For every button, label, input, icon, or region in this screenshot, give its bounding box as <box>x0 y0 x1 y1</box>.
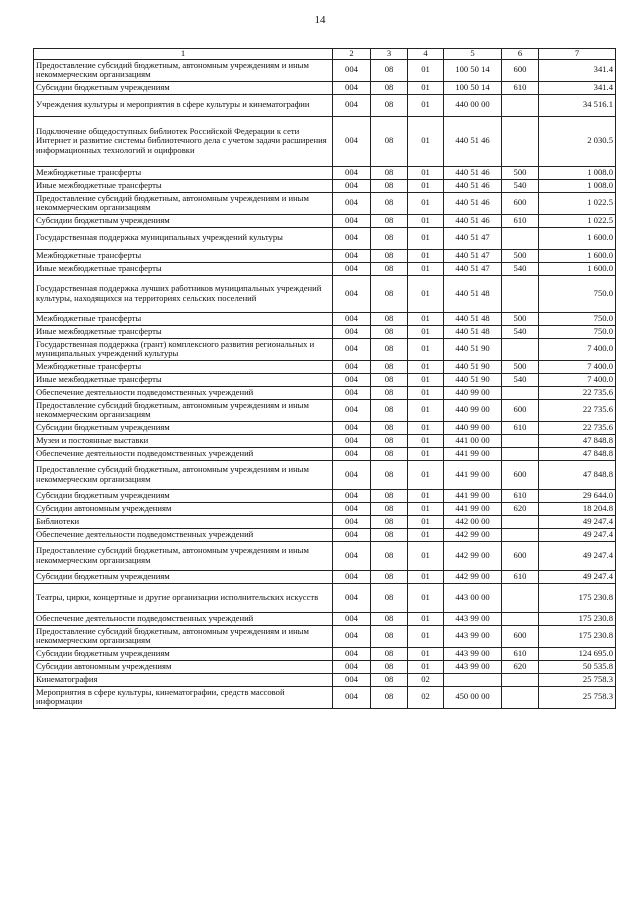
row-name: Учреждения культуры и мероприятия в сфере культуры и кинематографии <box>34 94 333 116</box>
row-amount: 750.0 <box>539 325 616 338</box>
row-code-target: 100 50 14 <box>444 81 502 94</box>
row-code-target: 441 99 00 <box>444 489 502 502</box>
row-code-subsection: 01 <box>408 583 444 612</box>
table-row <box>34 660 616 673</box>
row-name: Межбюджетные трансферты <box>34 249 333 262</box>
row-code-target: 440 51 47 <box>444 249 502 262</box>
row-amount: 29 644.0 <box>539 489 616 502</box>
row-code-section: 08 <box>371 312 408 325</box>
row-code-ministry: 004 <box>333 570 371 583</box>
row-code-ministry: 004 <box>333 312 371 325</box>
row-code-ministry: 004 <box>333 227 371 249</box>
row-code-ministry: 004 <box>333 249 371 262</box>
row-code-section: 08 <box>371 528 408 541</box>
row-amount: 49 247.4 <box>539 528 616 541</box>
row-code-ministry: 004 <box>333 434 371 447</box>
row-code-target: 440 99 00 <box>444 399 502 421</box>
row-name: Кинематография <box>34 673 333 686</box>
table-row <box>34 312 616 325</box>
row-code-target: 443 00 00 <box>444 583 502 612</box>
row-name: Государственная поддержка муниципальных учреждений культуры <box>34 227 333 249</box>
row-code-subsection: 01 <box>408 434 444 447</box>
row-code-ministry: 004 <box>333 59 371 81</box>
row-code-expense-type: 500 <box>502 166 539 179</box>
row-name: Межбюджетные трансферты <box>34 166 333 179</box>
row-code-ministry: 004 <box>333 583 371 612</box>
row-code-ministry: 004 <box>333 489 371 502</box>
table-row <box>34 373 616 386</box>
row-code-expense-type: 620 <box>502 502 539 515</box>
row-code-section: 08 <box>371 249 408 262</box>
row-amount: 175 230.8 <box>539 612 616 625</box>
row-code-section: 08 <box>371 192 408 214</box>
row-name: Иные межбюджетные трансферты <box>34 262 333 275</box>
table-row <box>34 625 616 647</box>
row-code-target: 440 51 46 <box>444 116 502 166</box>
row-amount: 22 735.6 <box>539 399 616 421</box>
row-amount: 341.4 <box>539 81 616 94</box>
budget-table <box>33 48 616 709</box>
row-code-subsection: 01 <box>408 625 444 647</box>
row-code-target: 442 00 00 <box>444 515 502 528</box>
row-name: Иные межбюджетные трансферты <box>34 373 333 386</box>
row-code-subsection: 01 <box>408 227 444 249</box>
row-code-section: 08 <box>371 647 408 660</box>
row-code-section: 08 <box>371 460 408 489</box>
row-code-ministry: 004 <box>333 262 371 275</box>
row-amount: 18 204.8 <box>539 502 616 515</box>
row-code-section: 08 <box>371 502 408 515</box>
row-name: Обеспечение деятельности подведомственных учреждений <box>34 386 333 399</box>
row-code-section: 08 <box>371 686 408 708</box>
row-code-expense-type: 540 <box>502 373 539 386</box>
table-row <box>34 249 616 262</box>
row-code-target: 442 99 00 <box>444 570 502 583</box>
row-name: Обеспечение деятельности подведомственных учреждений <box>34 528 333 541</box>
row-code-subsection: 01 <box>408 312 444 325</box>
row-code-section: 08 <box>371 94 408 116</box>
table-row <box>34 166 616 179</box>
row-code-subsection: 01 <box>408 612 444 625</box>
row-code-expense-type <box>502 612 539 625</box>
row-name: Предоставление субсидий бюджетным, автономным учреждениям и иным некоммерческим организациям <box>34 460 333 489</box>
row-amount: 124 695.0 <box>539 647 616 660</box>
row-code-subsection: 01 <box>408 360 444 373</box>
row-code-target: 441 99 00 <box>444 460 502 489</box>
row-code-section: 08 <box>371 447 408 460</box>
row-amount: 7 400.0 <box>539 373 616 386</box>
row-code-ministry: 004 <box>333 192 371 214</box>
column-header: 6 <box>502 49 539 60</box>
row-code-target: 443 99 00 <box>444 625 502 647</box>
row-code-expense-type <box>502 447 539 460</box>
row-code-expense-type: 620 <box>502 660 539 673</box>
row-code-section: 08 <box>371 489 408 502</box>
page-number: 14 <box>314 14 326 26</box>
column-header: 5 <box>444 49 502 60</box>
row-amount: 50 535.8 <box>539 660 616 673</box>
row-code-expense-type: 500 <box>502 249 539 262</box>
row-name: Субсидии бюджетным учреждениям <box>34 421 333 434</box>
row-code-subsection: 01 <box>408 59 444 81</box>
row-amount: 1 008.0 <box>539 179 616 192</box>
row-amount: 7 400.0 <box>539 338 616 360</box>
row-code-expense-type <box>502 338 539 360</box>
table-row <box>34 94 616 116</box>
row-code-subsection: 01 <box>408 541 444 570</box>
row-code-target: 441 99 00 <box>444 447 502 460</box>
row-code-expense-type: 610 <box>502 421 539 434</box>
row-name: Предоставление субсидий бюджетным, автономным учреждениям и иным некоммерческим организациям <box>34 625 333 647</box>
table-row <box>34 59 616 81</box>
row-amount: 175 230.8 <box>539 625 616 647</box>
row-code-expense-type <box>502 515 539 528</box>
row-code-ministry: 004 <box>333 373 371 386</box>
row-code-ministry: 004 <box>333 94 371 116</box>
row-code-section: 08 <box>371 166 408 179</box>
row-code-section: 08 <box>371 612 408 625</box>
row-name: Государственная поддержка (грант) комплексного развития региональных и муниципальных учреждений культуры <box>34 338 333 360</box>
row-code-subsection: 01 <box>408 116 444 166</box>
row-code-ministry: 004 <box>333 421 371 434</box>
row-code-target: 443 99 00 <box>444 612 502 625</box>
row-code-target: 440 51 47 <box>444 227 502 249</box>
row-code-expense-type <box>502 686 539 708</box>
row-code-subsection: 01 <box>408 166 444 179</box>
row-code-subsection: 01 <box>408 373 444 386</box>
column-header: 3 <box>371 49 408 60</box>
row-code-section: 08 <box>371 116 408 166</box>
row-code-target: 440 51 47 <box>444 262 502 275</box>
row-code-ministry: 004 <box>333 541 371 570</box>
row-amount: 1 022.5 <box>539 214 616 227</box>
row-code-ministry: 004 <box>333 515 371 528</box>
row-code-subsection: 02 <box>408 673 444 686</box>
row-code-expense-type: 540 <box>502 325 539 338</box>
row-code-expense-type: 610 <box>502 214 539 227</box>
table-row <box>34 460 616 489</box>
row-code-ministry: 004 <box>333 338 371 360</box>
row-code-ministry: 004 <box>333 214 371 227</box>
row-code-expense-type <box>502 583 539 612</box>
row-code-section: 08 <box>371 59 408 81</box>
row-code-target: 443 99 00 <box>444 660 502 673</box>
row-amount: 49 247.4 <box>539 541 616 570</box>
row-code-expense-type: 500 <box>502 312 539 325</box>
row-code-ministry: 004 <box>333 386 371 399</box>
row-code-ministry: 004 <box>333 502 371 515</box>
row-amount: 1 600.0 <box>539 249 616 262</box>
row-name: Предоставление субсидий бюджетным, автономным учреждениям и иным некоммерческим организациям <box>34 59 333 81</box>
row-code-target: 440 51 46 <box>444 192 502 214</box>
row-name: Предоставление субсидий бюджетным, автономным учреждениям и иным некоммерческим организациям <box>34 541 333 570</box>
table-row <box>34 81 616 94</box>
row-code-subsection: 01 <box>408 275 444 312</box>
table-row <box>34 421 616 434</box>
column-header: 2 <box>333 49 371 60</box>
row-code-section: 08 <box>371 373 408 386</box>
table-row <box>34 434 616 447</box>
row-code-subsection: 01 <box>408 460 444 489</box>
row-code-expense-type <box>502 116 539 166</box>
row-code-expense-type: 500 <box>502 360 539 373</box>
row-code-ministry: 004 <box>333 460 371 489</box>
row-code-section: 08 <box>371 541 408 570</box>
row-code-section: 08 <box>371 434 408 447</box>
row-name: Субсидии автономным учреждениям <box>34 660 333 673</box>
row-code-subsection: 01 <box>408 325 444 338</box>
table-row <box>34 179 616 192</box>
row-code-section: 08 <box>371 515 408 528</box>
row-code-section: 08 <box>371 81 408 94</box>
row-name: Субсидии бюджетным учреждениям <box>34 81 333 94</box>
table-row <box>34 275 616 312</box>
row-code-section: 08 <box>371 583 408 612</box>
row-name: Иные межбюджетные трансферты <box>34 325 333 338</box>
row-code-subsection: 01 <box>408 447 444 460</box>
table-row <box>34 325 616 338</box>
column-header: 1 <box>34 49 333 60</box>
row-amount: 2 030.5 <box>539 116 616 166</box>
row-name: Межбюджетные трансферты <box>34 312 333 325</box>
row-code-target: 440 51 48 <box>444 275 502 312</box>
row-name: Субсидии бюджетным учреждениям <box>34 647 333 660</box>
row-code-ministry: 004 <box>333 660 371 673</box>
row-code-subsection: 01 <box>408 249 444 262</box>
row-code-subsection: 01 <box>408 647 444 660</box>
row-code-expense-type: 600 <box>502 59 539 81</box>
row-code-section: 08 <box>371 338 408 360</box>
row-code-target: 440 99 00 <box>444 421 502 434</box>
row-code-target: 440 51 46 <box>444 214 502 227</box>
row-code-ministry: 004 <box>333 325 371 338</box>
row-code-section: 08 <box>371 275 408 312</box>
row-code-ministry: 004 <box>333 116 371 166</box>
row-amount: 49 247.4 <box>539 570 616 583</box>
row-code-target: 442 99 00 <box>444 528 502 541</box>
table-row <box>34 541 616 570</box>
row-code-expense-type: 600 <box>502 541 539 570</box>
row-code-ministry: 004 <box>333 528 371 541</box>
row-code-expense-type: 600 <box>502 192 539 214</box>
table-row <box>34 214 616 227</box>
row-code-ministry: 004 <box>333 647 371 660</box>
row-code-section: 08 <box>371 227 408 249</box>
row-code-expense-type <box>502 94 539 116</box>
column-header: 4 <box>408 49 444 60</box>
row-code-subsection: 01 <box>408 660 444 673</box>
table-row <box>34 515 616 528</box>
row-code-subsection: 01 <box>408 262 444 275</box>
table-row <box>34 386 616 399</box>
row-code-expense-type <box>502 386 539 399</box>
row-code-ministry: 004 <box>333 81 371 94</box>
table-row <box>34 489 616 502</box>
row-name: Подключение общедоступных библиотек Российской Федерации к сети Интернет и развитие системы библиотечного дела с учетом задачи расширения информационных технологий и оцифровки <box>34 116 333 166</box>
row-code-target: 442 99 00 <box>444 541 502 570</box>
row-amount: 750.0 <box>539 312 616 325</box>
row-code-subsection: 01 <box>408 386 444 399</box>
row-code-section: 08 <box>371 399 408 421</box>
row-code-target: 440 51 48 <box>444 325 502 338</box>
row-name: Библиотеки <box>34 515 333 528</box>
row-name: Предоставление субсидий бюджетным, автономным учреждениям и иным некоммерческим организациям <box>34 399 333 421</box>
row-code-target: 440 51 90 <box>444 373 502 386</box>
row-code-section: 08 <box>371 179 408 192</box>
row-code-target: 100 50 14 <box>444 59 502 81</box>
row-code-subsection: 01 <box>408 515 444 528</box>
table-row <box>34 227 616 249</box>
row-amount: 47 848.8 <box>539 447 616 460</box>
table-row <box>34 447 616 460</box>
row-name: Обеспечение деятельности подведомственных учреждений <box>34 447 333 460</box>
row-code-expense-type: 600 <box>502 460 539 489</box>
table-row <box>34 192 616 214</box>
row-code-section: 08 <box>371 660 408 673</box>
row-code-section: 08 <box>371 214 408 227</box>
row-code-subsection: 01 <box>408 528 444 541</box>
row-code-ministry: 004 <box>333 166 371 179</box>
row-code-section: 08 <box>371 570 408 583</box>
row-name: Иные межбюджетные трансферты <box>34 179 333 192</box>
row-code-expense-type: 610 <box>502 647 539 660</box>
row-code-expense-type <box>502 434 539 447</box>
row-name: Субсидии бюджетным учреждениям <box>34 489 333 502</box>
row-amount: 1 022.5 <box>539 192 616 214</box>
row-amount: 1 008.0 <box>539 166 616 179</box>
row-amount: 25 758.3 <box>539 686 616 708</box>
column-header: 7 <box>539 49 616 60</box>
row-amount: 47 848.8 <box>539 434 616 447</box>
row-code-expense-type <box>502 673 539 686</box>
row-amount: 22 735.6 <box>539 421 616 434</box>
row-code-section: 08 <box>371 673 408 686</box>
row-code-expense-type <box>502 227 539 249</box>
row-code-subsection: 01 <box>408 502 444 515</box>
row-code-ministry: 004 <box>333 179 371 192</box>
row-code-subsection: 01 <box>408 421 444 434</box>
row-code-target: 440 51 48 <box>444 312 502 325</box>
row-code-target: 441 00 00 <box>444 434 502 447</box>
row-code-subsection: 01 <box>408 214 444 227</box>
row-code-ministry: 004 <box>333 275 371 312</box>
row-name: Субсидии бюджетным учреждениям <box>34 214 333 227</box>
row-code-expense-type: 610 <box>502 570 539 583</box>
row-code-expense-type <box>502 275 539 312</box>
row-code-section: 08 <box>371 325 408 338</box>
row-code-expense-type: 540 <box>502 179 539 192</box>
row-amount: 22 735.6 <box>539 386 616 399</box>
row-code-section: 08 <box>371 421 408 434</box>
row-code-section: 08 <box>371 360 408 373</box>
row-code-expense-type <box>502 528 539 541</box>
table-row <box>34 360 616 373</box>
row-code-target: 440 51 46 <box>444 179 502 192</box>
table-row <box>34 647 616 660</box>
row-amount: 341.4 <box>539 59 616 81</box>
row-name: Музеи и постоянные выставки <box>34 434 333 447</box>
row-amount: 1 600.0 <box>539 227 616 249</box>
row-code-ministry: 004 <box>333 447 371 460</box>
row-code-ministry: 004 <box>333 360 371 373</box>
row-code-target: 440 99 00 <box>444 386 502 399</box>
table-row <box>34 116 616 166</box>
row-code-expense-type: 600 <box>502 399 539 421</box>
row-amount: 25 758.3 <box>539 673 616 686</box>
row-code-target: 440 00 00 <box>444 94 502 116</box>
row-code-expense-type: 600 <box>502 625 539 647</box>
row-code-ministry: 004 <box>333 625 371 647</box>
row-name: Обеспечение деятельности подведомственных учреждений <box>34 612 333 625</box>
row-amount: 175 230.8 <box>539 583 616 612</box>
row-name: Театры, цирки, концертные и другие организации исполнительских искусств <box>34 583 333 612</box>
row-code-subsection: 01 <box>408 489 444 502</box>
row-code-expense-type: 610 <box>502 489 539 502</box>
row-name: Субсидии бюджетным учреждениям <box>34 570 333 583</box>
row-code-subsection: 01 <box>408 94 444 116</box>
row-code-ministry: 004 <box>333 612 371 625</box>
row-code-target: 441 99 00 <box>444 502 502 515</box>
row-code-ministry: 004 <box>333 686 371 708</box>
row-code-section: 08 <box>371 262 408 275</box>
row-code-target <box>444 673 502 686</box>
row-code-target: 440 51 90 <box>444 338 502 360</box>
row-code-target: 440 51 46 <box>444 166 502 179</box>
table-row <box>34 612 616 625</box>
row-code-subsection: 01 <box>408 399 444 421</box>
row-name: Межбюджетные трансферты <box>34 360 333 373</box>
table-row <box>34 502 616 515</box>
row-name: Субсидии автономным учреждениям <box>34 502 333 515</box>
row-code-subsection: 01 <box>408 570 444 583</box>
row-code-subsection: 01 <box>408 179 444 192</box>
row-amount: 7 400.0 <box>539 360 616 373</box>
row-code-expense-type: 610 <box>502 81 539 94</box>
row-code-subsection: 01 <box>408 81 444 94</box>
row-amount: 1 600.0 <box>539 262 616 275</box>
table-row <box>34 528 616 541</box>
table-row <box>34 673 616 686</box>
row-code-subsection: 01 <box>408 338 444 360</box>
row-name: Предоставление субсидий бюджетным, автономным учреждениям и иным некоммерческим организациям <box>34 192 333 214</box>
row-code-expense-type: 540 <box>502 262 539 275</box>
row-code-section: 08 <box>371 386 408 399</box>
table-row <box>34 570 616 583</box>
row-code-target: 443 99 00 <box>444 647 502 660</box>
row-code-subsection: 02 <box>408 686 444 708</box>
row-code-section: 08 <box>371 625 408 647</box>
row-code-subsection: 01 <box>408 192 444 214</box>
row-name: Государственная поддержка лучших работников муниципальных учреждений культуры, находящихся на территориях сельских поселений <box>34 275 333 312</box>
row-code-target: 440 51 90 <box>444 360 502 373</box>
row-code-target: 450 00 00 <box>444 686 502 708</box>
table-row <box>34 686 616 708</box>
row-amount: 47 848.8 <box>539 460 616 489</box>
row-amount: 49 247.4 <box>539 515 616 528</box>
row-code-ministry: 004 <box>333 399 371 421</box>
row-amount: 34 516.1 <box>539 94 616 116</box>
table-row <box>34 262 616 275</box>
table-row <box>34 338 616 360</box>
row-code-ministry: 004 <box>333 673 371 686</box>
column-number-row <box>34 49 616 60</box>
row-name: Мероприятия в сфере культуры, кинематографии, средств массовой информации <box>34 686 333 708</box>
table-row <box>34 583 616 612</box>
row-amount: 750.0 <box>539 275 616 312</box>
table-row <box>34 399 616 421</box>
